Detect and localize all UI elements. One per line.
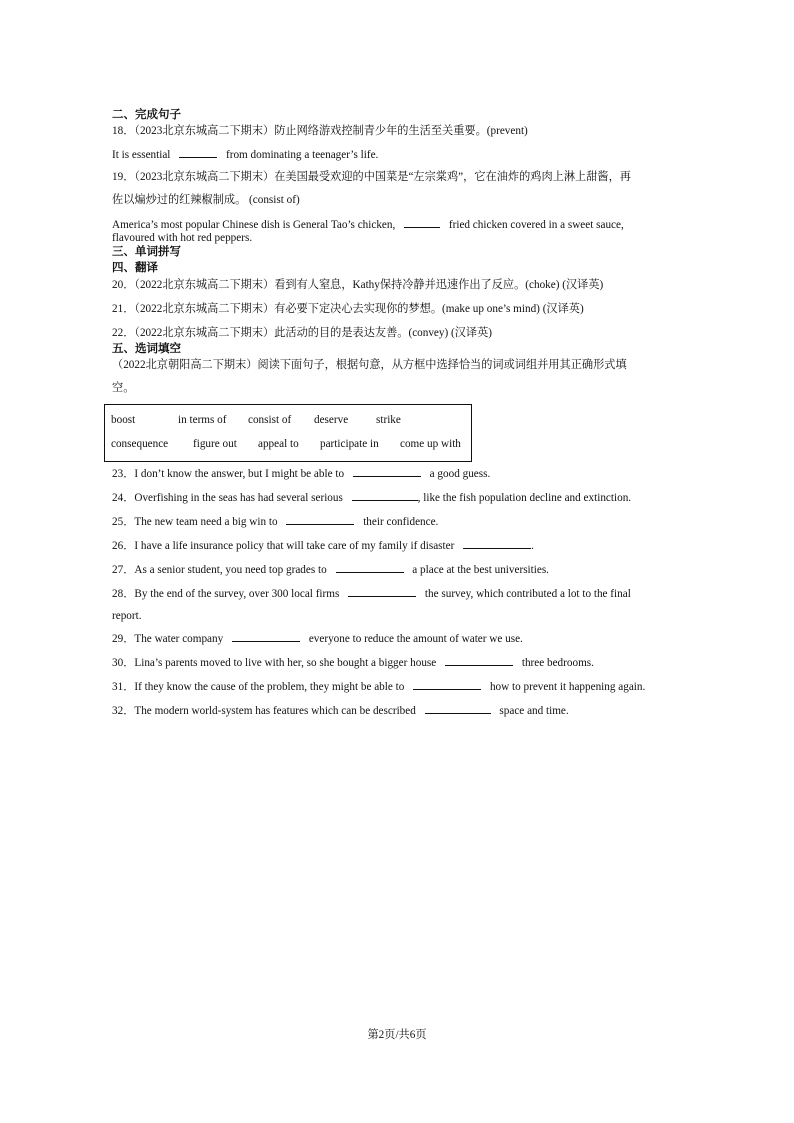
answer-blank[interactable]: [286, 514, 354, 525]
question-29: 29．The water company everyone to reduce the amount of water we use.: [112, 633, 523, 645]
answer-blank[interactable]: [336, 562, 404, 573]
question-32: 32．The modern world-system has features which can be described space and time.: [112, 705, 569, 717]
question-28-continuation: report.: [112, 610, 142, 622]
question-19-prompt-line-1: 19．（2023北京东城高二下期末）在美国最受欢迎的中国菜是“左宗棠鸡”，它在油炸的鸡肉上淋上甜酱，再: [112, 171, 631, 183]
question-28: 28．By the end of the survey, over 300 local firms the survey, which contributed a lot to the final: [112, 588, 631, 600]
question-22-prompt: 22．（2022北京东城高二下期末）此活动的目的是表达友善。(convey) (汉译英): [112, 327, 493, 339]
page-number-footer: 第2页/共6页: [367, 1029, 427, 1041]
answer-blank[interactable]: [353, 466, 421, 477]
question-18-prompt: 18．（2023北京东城高二下期末）防止网络游戏控制青少年的生活至关重要。(prevent): [112, 125, 528, 137]
word-bank-item: in terms of: [178, 414, 227, 426]
question-25: 25．The new team need a big win to their confidence.: [112, 516, 439, 528]
answer-blank[interactable]: [352, 490, 418, 501]
question-21-prompt: 21．（2022北京东城高二下期末）有必要下定决心去实现你的梦想。(make up one’s mind) (汉译英): [112, 303, 584, 315]
word-bank-item: strike: [376, 414, 401, 426]
answer-blank[interactable]: [425, 703, 491, 714]
answer-blank[interactable]: [348, 586, 416, 597]
word-bank-item: consequence: [111, 438, 169, 450]
section-heading-word-fill: 五、选词填空: [112, 343, 181, 355]
question-18-answer-line: It is essential from dominating a teenager’s life.: [112, 149, 379, 161]
word-fill-instructions-line-1: （2022北京朝阳高二下期末）阅读下面句子，根据句意，从方框中选择恰当的词或词组并用其正确形式填: [112, 359, 627, 371]
question-23: 23．I don’t know the answer, but I might be able to a good guess.: [112, 468, 491, 480]
answer-blank[interactable]: [413, 679, 481, 690]
question-19-prompt-line-2: 佐以煸炒过的红辣椒制成。 (consist of): [112, 194, 300, 206]
answer-blank[interactable]: [404, 217, 440, 228]
word-bank-item: figure out: [193, 438, 237, 450]
answer-blank[interactable]: [445, 655, 513, 666]
question-20-prompt: 20．（2022北京东城高二下期末）看到有人窒息，Kathy保持冷静并迅速作出了反应。(choke) (汉译英): [112, 279, 604, 291]
word-fill-instructions-line-2: 空。: [112, 382, 135, 394]
answer-blank[interactable]: [179, 147, 217, 158]
word-bank-item: appeal to: [258, 438, 299, 450]
word-bank-item: consist of: [248, 414, 292, 426]
section-heading-complete-sentences: 二、完成句子: [112, 109, 181, 121]
question-19-answer-line-2: flavoured with hot red peppers.: [112, 232, 253, 244]
question-27: 27．As a senior student, you need top grades to a place at the best universities.: [112, 564, 549, 576]
word-bank-item: come up with: [400, 438, 461, 450]
word-bank-item: deserve: [314, 414, 349, 426]
word-bank-item: participate in: [320, 438, 379, 450]
question-31: 31．If they know the cause of the problem, they might be able to how to prevent it happening again.: [112, 681, 646, 693]
question-30: 30．Lina’s parents moved to live with her, so she bought a bigger house three bedrooms.: [112, 657, 594, 669]
answer-blank[interactable]: [463, 538, 531, 549]
section-heading-translation: 四、翻译: [112, 262, 158, 274]
answer-blank[interactable]: [232, 631, 300, 642]
question-26: 26．I have a life insurance policy that will take care of my family if disaster .: [112, 540, 534, 552]
word-bank-box: [104, 404, 472, 462]
question-24: 24．Overfishing in the seas has had several serious , like the fish population decline and extinction.: [112, 492, 632, 504]
word-bank-item: boost: [111, 414, 136, 426]
section-heading-spelling: 三、单词拼写: [112, 246, 181, 258]
question-19-answer-line-1: America’s most popular Chinese dish is General Tao’s chicken, fried chicken covered in a sweet sauce,: [112, 219, 624, 231]
